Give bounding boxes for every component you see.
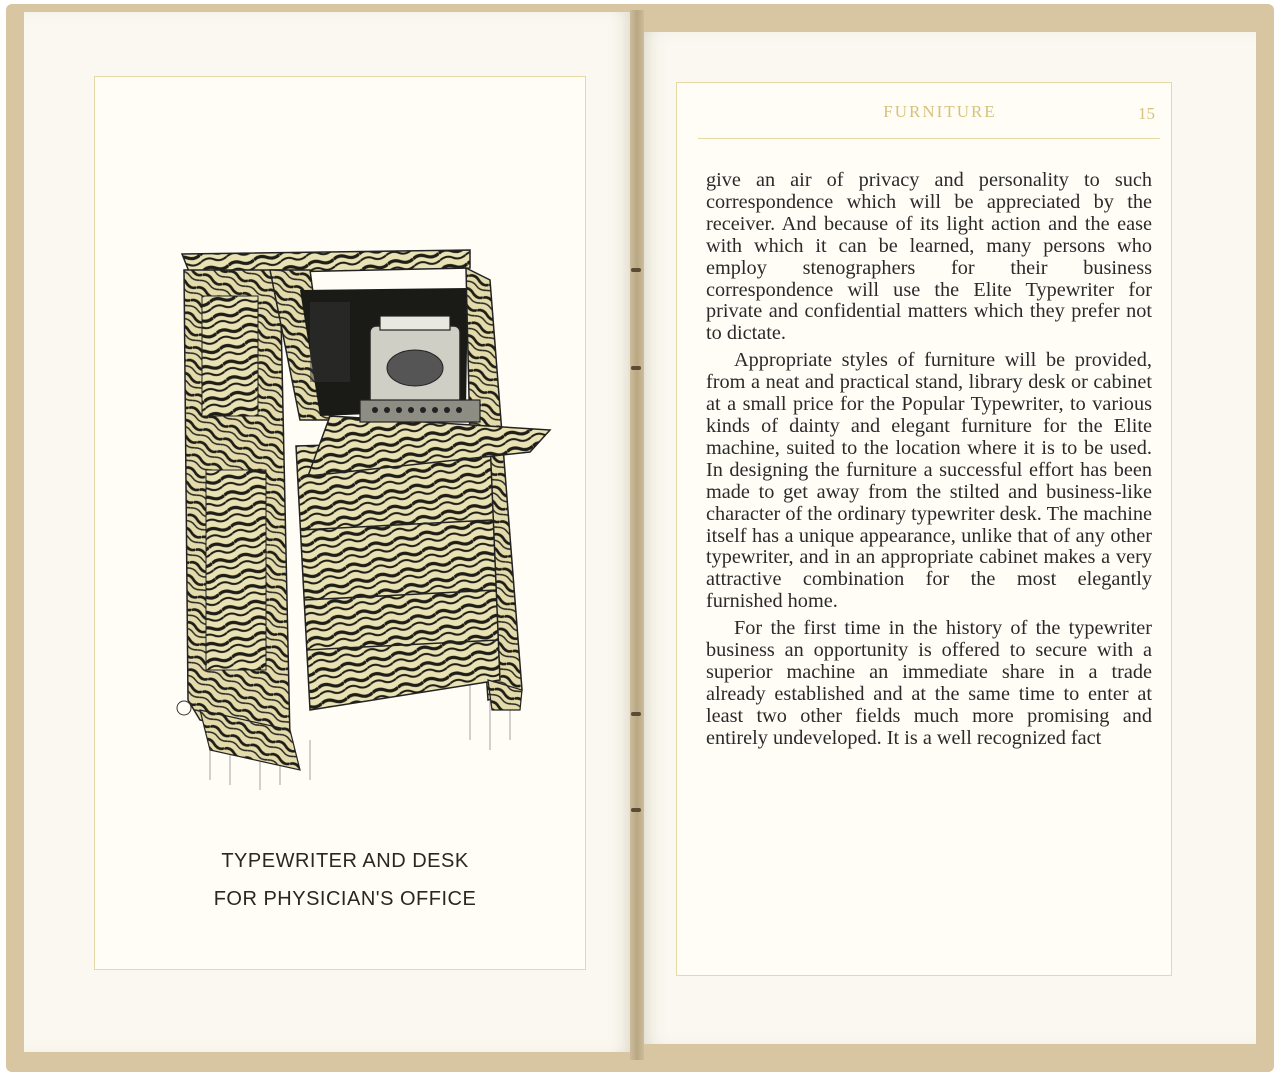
binding-gutter xyxy=(630,10,644,1060)
typewriter-desk-illustration xyxy=(170,240,560,800)
binding-stitch xyxy=(631,268,641,272)
running-head: FURNITURE xyxy=(883,102,997,121)
caption-line: TYPEWRITER AND DESK xyxy=(221,850,469,872)
binding-stitch xyxy=(631,712,641,716)
page-number: 15 xyxy=(1138,104,1155,123)
binding-stitch xyxy=(631,808,641,812)
paragraph: For the first time in the history of the typewriter business an opportunity is offered to secure with a superior machine an immediate share in a trade already established and at the same time to enter at least two other fields much more promising and entirely undeveloped. It is a well recognized fact xyxy=(706,617,1152,749)
illustration-caption xyxy=(150,842,540,918)
binding-stitch xyxy=(631,366,641,370)
caption-line: FOR PHYSICIAN'S OFFICE xyxy=(213,888,477,910)
paragraph: give an air of privacy and personality to such correspondence which will be appreciated by the receiver. And because of its light action and the ease with which it can be learned, many persons who employ stenographers for their business correspondence will use the Elite Typewriter for private and confidential matters which they prefer not to dictate. xyxy=(706,169,1152,345)
paragraph: Appropriate styles of furniture will be provided, from a neat and practical stand, library desk or cabinet at a small price for the Popular Typewriter, to various kinds of dainty and elegant furniture for the Elite machine, suited to the location where it is to be used. In designing the furniture a successful effort has been made to get away from the stilted and business-like character of the ordinary typewriter desk. The machine itself has a unique appearance, unlike that of any other typewriter, and in an appropriate cabinet makes a very attractive combination for the most elegantly furnished home. xyxy=(706,349,1152,613)
header-rule xyxy=(698,138,1160,139)
body-text xyxy=(706,170,1152,755)
